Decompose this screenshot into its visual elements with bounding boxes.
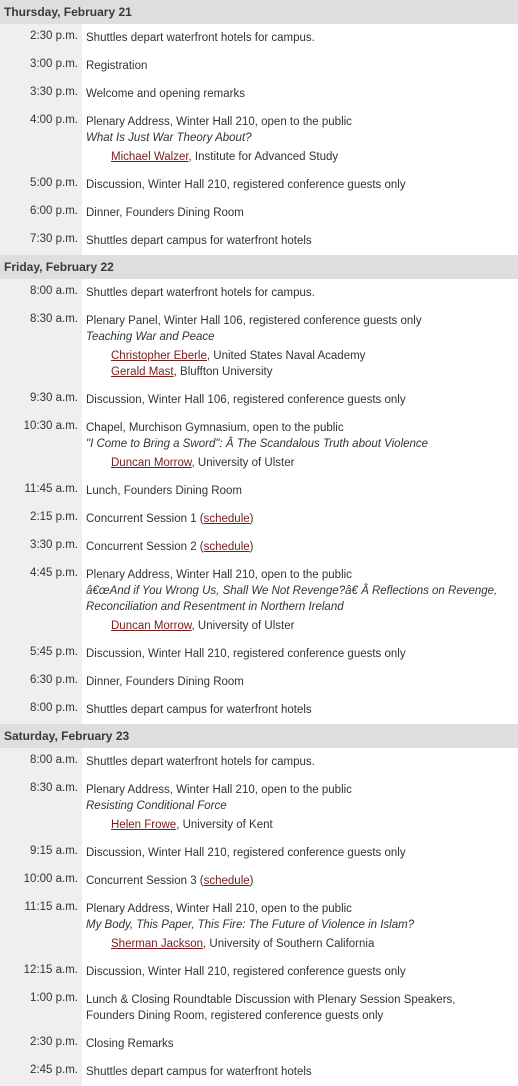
event-time: 11:15 a.m. <box>0 895 82 958</box>
speaker-link[interactable]: Christopher Eberle <box>111 350 207 362</box>
event-title: Discussion, Winter Hall 210, registered conference guests only <box>86 179 406 191</box>
event-details <box>82 307 518 386</box>
event-details <box>82 505 518 533</box>
speaker-link[interactable]: Gerald Mast <box>111 366 174 378</box>
event-details <box>82 748 518 776</box>
speaker-link[interactable]: Duncan Morrow <box>111 457 192 469</box>
schedule-link[interactable]: schedule <box>203 513 250 525</box>
speaker <box>111 348 518 364</box>
event-details <box>82 533 518 561</box>
event-time: 5:00 p.m. <box>0 171 82 199</box>
schedule-row <box>0 171 518 199</box>
schedule-row <box>0 1058 518 1086</box>
event-time: 4:45 p.m. <box>0 561 82 640</box>
event-time: 7:30 p.m. <box>0 227 82 255</box>
event-subtitle: My Body, This Paper, This Fire: The Future of Violence in Islam? <box>86 919 415 931</box>
event-subtitle: Resisting Conditional Force <box>86 800 227 812</box>
speaker-affiliation: , Bluffton University <box>173 366 273 378</box>
speaker-link[interactable]: Michael Walzer <box>111 151 189 163</box>
schedule-row <box>0 561 518 640</box>
speaker-list <box>86 615 518 634</box>
event-title: Plenary Address, Winter Hall 210, open to the public <box>86 116 352 128</box>
event-title-text: ) <box>249 541 254 553</box>
schedule-row <box>0 867 518 895</box>
event-title: Plenary Address, Winter Hall 210, open to the public <box>86 903 352 915</box>
event-title <box>86 511 518 527</box>
event-time: 10:00 a.m. <box>0 867 82 895</box>
event-title: Shuttles depart waterfront hotels for campus. <box>86 756 315 768</box>
event-details <box>82 52 518 80</box>
event-details <box>82 171 518 199</box>
event-details <box>82 839 518 867</box>
schedule-row <box>0 199 518 227</box>
event-time: 3:00 p.m. <box>0 52 82 80</box>
event-time: 4:00 p.m. <box>0 108 82 171</box>
event-details <box>82 477 518 505</box>
speaker-affiliation: , Institute for Advanced Study <box>188 151 339 163</box>
event-title: Lunch, Founders Dining Room <box>86 485 242 497</box>
event-title <box>86 539 518 555</box>
event-time: 2:30 p.m. <box>0 1030 82 1058</box>
event-details <box>82 776 518 839</box>
schedule-row <box>0 986 518 1030</box>
schedule-row <box>0 279 518 307</box>
schedule-row <box>0 748 518 776</box>
event-time: 1:00 p.m. <box>0 986 82 1030</box>
event-time: 2:30 p.m. <box>0 24 82 52</box>
schedule-row <box>0 640 518 668</box>
schedule-row <box>0 307 518 386</box>
event-title: Lunch & Closing Roundtable Discussion with Plenary Session Speakers, <box>86 994 456 1006</box>
event-title: Dinner, Founders Dining Room <box>86 207 244 219</box>
event-title: Closing Remarks <box>86 1038 174 1050</box>
speaker-affiliation: , University of Kent <box>176 819 273 831</box>
event-title <box>86 873 518 889</box>
schedule-row <box>0 227 518 255</box>
schedule-row <box>0 1030 518 1058</box>
event-title-text: Concurrent Session 2 ( <box>86 541 204 553</box>
event-time: 12:15 a.m. <box>0 958 82 986</box>
event-time: 8:00 a.m. <box>0 279 82 307</box>
speaker-list <box>86 345 518 380</box>
event-details <box>82 1030 518 1058</box>
schedule-row <box>0 668 518 696</box>
event-subtitle: â€œAnd if You Wrong Us, Shall We Not Revenge?â€ Â Reflections on Revenge, <box>86 585 498 597</box>
event-time: 10:30 a.m. <box>0 414 82 477</box>
schedule-row <box>0 80 518 108</box>
event-time: 8:00 p.m. <box>0 696 82 724</box>
event-title-text: ) <box>249 875 254 887</box>
event-title: Plenary Panel, Winter Hall 106, registered conference guests only <box>86 315 422 327</box>
schedule-row <box>0 108 518 171</box>
event-details <box>82 696 518 724</box>
event-subtitle: "I Come to Bring a Sword": Â The Scandalous Truth about Violence <box>86 438 429 450</box>
speaker-list <box>86 146 518 165</box>
event-title: Founders Dining Room, registered conference guests only <box>86 1010 384 1022</box>
event-time: 8:30 a.m. <box>0 307 82 386</box>
speaker <box>111 936 518 952</box>
event-title: Discussion, Winter Hall 210, registered conference guests only <box>86 966 406 978</box>
event-time: 9:30 a.m. <box>0 386 82 414</box>
event-title-text: Concurrent Session 3 ( <box>86 875 204 887</box>
schedule-link[interactable]: schedule <box>203 875 250 887</box>
schedule-row <box>0 776 518 839</box>
schedule-row <box>0 386 518 414</box>
speaker-list <box>86 933 518 952</box>
event-title: Chapel, Murchison Gymnasium, open to the public <box>86 422 344 434</box>
event-time: 3:30 p.m. <box>0 80 82 108</box>
event-details <box>82 279 518 307</box>
event-title-text: Concurrent Session 1 ( <box>86 513 204 525</box>
schedule-row <box>0 895 518 958</box>
day-section <box>0 724 518 1086</box>
event-title: Discussion, Winter Hall 106, registered conference guests only <box>86 394 406 406</box>
schedule-row <box>0 958 518 986</box>
event-details <box>82 668 518 696</box>
event-time: 11:45 a.m. <box>0 477 82 505</box>
speaker-affiliation: , University of Southern California <box>203 938 375 950</box>
event-title: Shuttles depart campus for waterfront hotels <box>86 1066 312 1078</box>
speaker <box>111 149 518 165</box>
speaker <box>111 618 518 634</box>
event-title: Discussion, Winter Hall 210, registered conference guests only <box>86 847 406 859</box>
event-details <box>82 958 518 986</box>
event-time: 3:30 p.m. <box>0 533 82 561</box>
speaker-affiliation: , United States Naval Academy <box>206 350 366 362</box>
speaker-link[interactable]: Duncan Morrow <box>111 620 192 632</box>
event-title: Shuttles depart campus for waterfront hotels <box>86 704 312 716</box>
speaker-affiliation: , University of Ulster <box>191 457 295 469</box>
event-subtitle: What Is Just War Theory About? <box>86 132 252 144</box>
event-time: 2:45 p.m. <box>0 1058 82 1086</box>
event-time: 6:00 p.m. <box>0 199 82 227</box>
event-subtitle: Reconciliation and Resentment in Northern Ireland <box>86 601 344 613</box>
event-time: 8:00 a.m. <box>0 748 82 776</box>
event-details <box>82 414 518 477</box>
speaker-affiliation: , University of Ulster <box>191 620 295 632</box>
schedule-row <box>0 505 518 533</box>
event-title-text: ) <box>249 513 254 525</box>
event-title: Shuttles depart waterfront hotels for campus. <box>86 287 315 299</box>
speaker <box>111 364 518 380</box>
event-time: 5:45 p.m. <box>0 640 82 668</box>
event-title: Welcome and opening remarks <box>86 88 245 100</box>
schedule-row <box>0 52 518 80</box>
event-title: Plenary Address, Winter Hall 210, open to the public <box>86 784 352 796</box>
event-title: Discussion, Winter Hall 210, registered conference guests only <box>86 648 406 660</box>
event-title: Shuttles depart waterfront hotels for campus. <box>86 32 315 44</box>
event-details <box>82 867 518 895</box>
day-header: Thursday, February 21 <box>0 0 518 24</box>
event-details <box>82 895 518 958</box>
event-details <box>82 108 518 171</box>
schedule-row <box>0 24 518 52</box>
day-section <box>0 0 518 255</box>
schedule-row <box>0 414 518 477</box>
schedule-row <box>0 477 518 505</box>
event-title: Dinner, Founders Dining Room <box>86 676 244 688</box>
speaker-list <box>86 452 518 471</box>
event-title: Registration <box>86 60 148 72</box>
schedule-row <box>0 696 518 724</box>
speaker-link[interactable]: Helen Frowe <box>111 819 177 831</box>
event-subtitle: Teaching War and Peace <box>86 331 215 343</box>
event-details <box>82 1058 518 1086</box>
event-details <box>82 199 518 227</box>
event-time: 9:15 a.m. <box>0 839 82 867</box>
event-details <box>82 640 518 668</box>
day-header: Friday, February 22 <box>0 255 518 279</box>
event-time: 6:30 p.m. <box>0 668 82 696</box>
event-details <box>82 24 518 52</box>
event-details <box>82 561 518 640</box>
event-details <box>82 80 518 108</box>
speaker <box>111 817 518 833</box>
day-header: Saturday, February 23 <box>0 724 518 748</box>
event-details <box>82 986 518 1030</box>
schedule-row <box>0 839 518 867</box>
speaker-list <box>86 814 518 833</box>
event-details <box>82 386 518 414</box>
speaker-link[interactable]: Sherman Jackson <box>111 938 204 950</box>
event-time: 2:15 p.m. <box>0 505 82 533</box>
event-title: Plenary Address, Winter Hall 210, open to the public <box>86 569 352 581</box>
speaker <box>111 455 518 471</box>
day-section <box>0 255 518 724</box>
schedule-row <box>0 533 518 561</box>
event-details <box>82 227 518 255</box>
event-time: 8:30 a.m. <box>0 776 82 839</box>
event-title: Shuttles depart campus for waterfront hotels <box>86 235 312 247</box>
schedule-link[interactable]: schedule <box>203 541 250 553</box>
